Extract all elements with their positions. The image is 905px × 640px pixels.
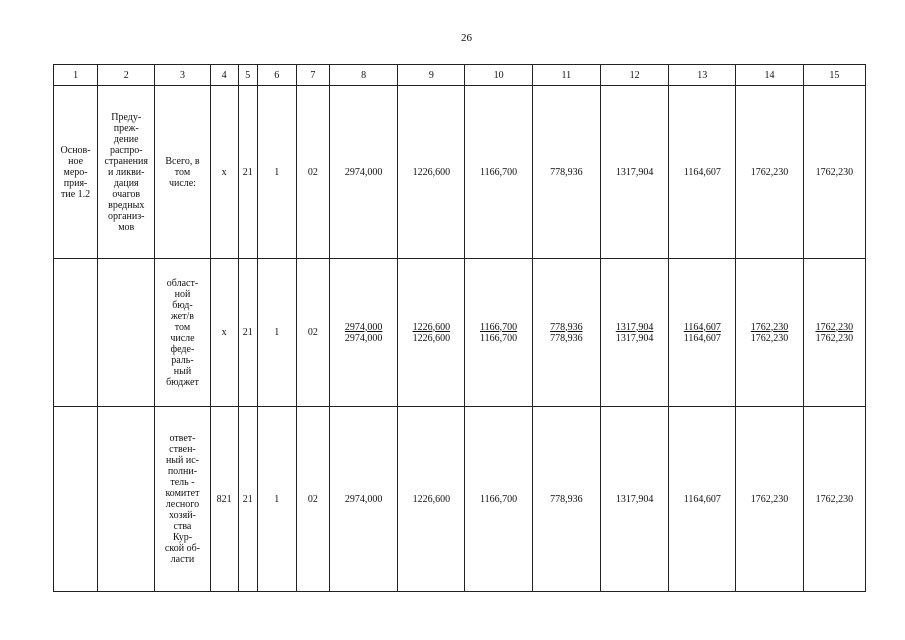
header-cell: 2 xyxy=(98,65,155,86)
federal-value: 1164,607 xyxy=(683,332,721,344)
federal-value: 1762,230 xyxy=(815,332,854,344)
description-cell: Преду- преж- дение распро- странения и ликви- дация очагов вредных организ- мов xyxy=(98,86,155,259)
value-cell: 1166,700 xyxy=(465,407,532,592)
regional-value: 1226,600 xyxy=(412,321,451,333)
code-cell: 02 xyxy=(296,86,329,259)
value-cell: 2974,000 xyxy=(329,407,397,592)
regional-value: 1164,607 xyxy=(683,321,721,333)
federal-value: 1317,904 xyxy=(615,332,654,344)
table-row xyxy=(54,86,866,259)
code-cell: 1 xyxy=(257,86,296,259)
value-cell: 2974,000 xyxy=(329,86,397,259)
header-cell: 14 xyxy=(736,65,803,86)
code-cell: 21 xyxy=(238,407,257,592)
value-cell: 1317,904 xyxy=(600,407,668,592)
source-cell: област- ной бюд- жет/в том числе феде- раль- ный бюджет xyxy=(155,259,210,407)
value-cell xyxy=(600,259,668,407)
federal-value: 1166,700 xyxy=(480,332,518,344)
header-cell: 11 xyxy=(532,65,600,86)
value-cell: 1762,230 xyxy=(736,86,803,259)
value-cell: 1226,600 xyxy=(398,86,465,259)
regional-value: 1166,700 xyxy=(480,321,518,333)
value-cell: 1226,600 xyxy=(398,407,465,592)
code-cell: 21 xyxy=(238,86,257,259)
regional-value: 1762,230 xyxy=(750,321,789,333)
value-cell xyxy=(803,259,865,407)
value-cell: 778,936 xyxy=(532,407,600,592)
code-cell: 1 xyxy=(257,259,296,407)
regional-value: 1317,904 xyxy=(615,321,654,333)
federal-value: 1226,600 xyxy=(412,332,451,344)
budget-table xyxy=(53,64,866,592)
regional-value: 2974,000 xyxy=(344,321,383,333)
value-cell xyxy=(398,259,465,407)
header-cell: 15 xyxy=(803,65,865,86)
header-cell: 9 xyxy=(398,65,465,86)
regional-value: 1762,230 xyxy=(815,321,854,333)
activity-cell xyxy=(54,259,98,407)
federal-value: 2974,000 xyxy=(344,332,383,344)
code-cell: х xyxy=(210,259,238,407)
header-cell: 1 xyxy=(54,65,98,86)
value-cell: 1164,607 xyxy=(669,407,736,592)
code-cell: 1 xyxy=(257,407,296,592)
header-cell: 8 xyxy=(329,65,397,86)
value-cell: 1762,230 xyxy=(803,86,865,259)
description-cell xyxy=(98,407,155,592)
table-row xyxy=(54,259,866,407)
source-cell: ответ- ствен- ный ис- полни- тель - комитет лесного хозяй- ства Кур- ской об- ласти xyxy=(155,407,210,592)
code-cell: 21 xyxy=(238,259,257,407)
value-cell xyxy=(329,259,397,407)
table-header-row xyxy=(54,65,866,86)
description-cell xyxy=(98,259,155,407)
code-cell: 02 xyxy=(296,259,329,407)
table-row xyxy=(54,407,866,592)
header-cell: 7 xyxy=(296,65,329,86)
value-cell xyxy=(532,259,600,407)
header-cell: 12 xyxy=(600,65,668,86)
code-cell: 02 xyxy=(296,407,329,592)
header-cell: 6 xyxy=(257,65,296,86)
code-cell: х xyxy=(210,86,238,259)
value-cell: 1164,607 xyxy=(669,86,736,259)
activity-cell xyxy=(54,407,98,592)
source-cell: Всего, в том числе: xyxy=(155,86,210,259)
value-cell: 778,936 xyxy=(532,86,600,259)
federal-value: 1762,230 xyxy=(750,332,789,344)
page-number: 26 xyxy=(461,32,472,44)
value-cell xyxy=(465,259,532,407)
value-cell: 1317,904 xyxy=(600,86,668,259)
value-cell xyxy=(736,259,803,407)
header-cell: 13 xyxy=(669,65,736,86)
header-cell: 5 xyxy=(238,65,257,86)
header-cell: 4 xyxy=(210,65,238,86)
header-cell: 10 xyxy=(465,65,532,86)
value-cell xyxy=(669,259,736,407)
regional-value: 778,936 xyxy=(550,321,583,333)
value-cell: 1166,700 xyxy=(465,86,532,259)
code-cell: 821 xyxy=(210,407,238,592)
value-cell: 1762,230 xyxy=(736,407,803,592)
federal-value: 778,936 xyxy=(550,332,583,344)
activity-cell: Основ- ное меро- прия- тие 1.2 xyxy=(54,86,98,259)
value-cell: 1762,230 xyxy=(803,407,865,592)
header-cell: 3 xyxy=(155,65,210,86)
